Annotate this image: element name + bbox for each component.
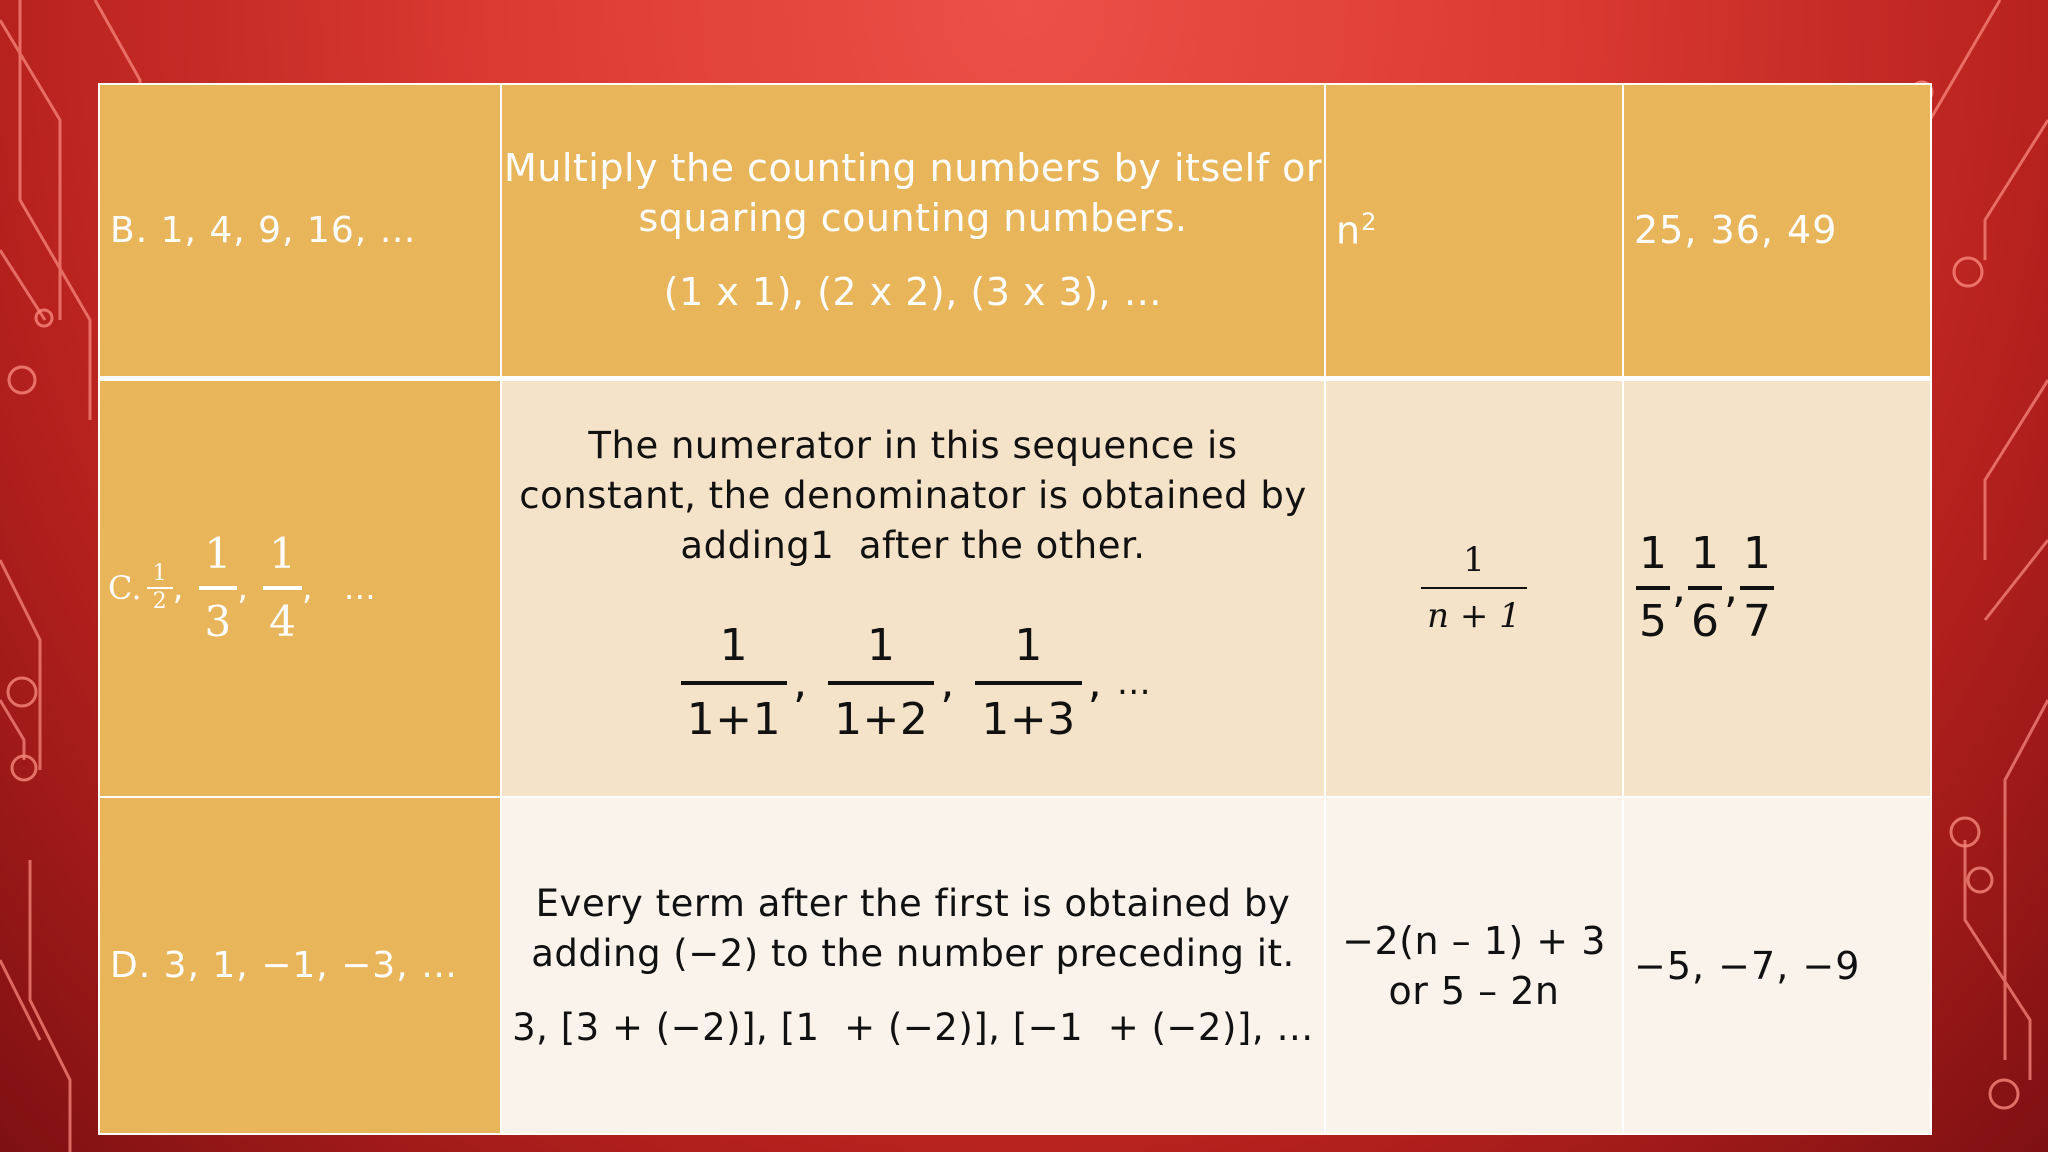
fraction — [147, 561, 173, 615]
formula-cell — [1325, 797, 1623, 1134]
comma: , — [172, 568, 184, 609]
formula-line: −2(n – 1) + 3 — [1342, 918, 1606, 963]
formula-fraction — [1421, 533, 1527, 643]
numerator: 1 — [1421, 533, 1527, 589]
next-terms-b: 25, 36, 49 — [1634, 208, 1838, 253]
comma: , — [1087, 657, 1103, 709]
sequence-table — [98, 83, 1932, 1135]
comma: , — [1672, 562, 1686, 614]
fraction — [199, 522, 238, 654]
next-terms-cell — [1623, 797, 1931, 1134]
numerator: 1 — [828, 611, 934, 685]
explanation-line: squaring counting numbers. — [638, 196, 1188, 241]
numerator: 1 — [1688, 522, 1722, 590]
formula-line: or 5 – 2n — [1388, 968, 1560, 1013]
ellipsis: … — [343, 569, 376, 608]
numerator: 1 — [975, 611, 1081, 685]
explanation-cell — [501, 378, 1325, 797]
table-row — [99, 84, 1931, 378]
fraction — [263, 522, 302, 654]
comma: , — [1724, 562, 1738, 614]
fraction — [975, 611, 1081, 755]
fraction — [1636, 522, 1670, 654]
explanation-line: constant, the denominator is obtained by — [519, 474, 1307, 518]
fraction — [828, 611, 934, 755]
comma: , — [237, 568, 249, 609]
sequence-d: D. 3, 1, −1, −3, … — [110, 945, 459, 986]
ellipsis: … — [1116, 663, 1152, 704]
explanation-cell — [501, 797, 1325, 1134]
sequence-cell — [99, 378, 501, 797]
fraction — [1688, 522, 1722, 654]
comma: , — [301, 568, 313, 609]
numerator: 1 — [1636, 522, 1670, 590]
comma: , — [793, 657, 808, 709]
numerator: 1 — [147, 561, 173, 589]
next-terms-d: −5, −7, −9 — [1634, 943, 1861, 988]
formula-exponent: 2 — [1361, 208, 1378, 237]
formula-cell — [1325, 84, 1623, 378]
denominator: 4 — [269, 597, 296, 647]
denominator: 2 — [152, 589, 167, 615]
numerator: 1 — [199, 522, 238, 590]
explanation-line: Every term after the first is obtained by — [535, 881, 1291, 925]
denominator: 1+1 — [686, 694, 782, 746]
denominator: 1+2 — [834, 694, 929, 746]
explanation-line: adding (−2) to the number preceding it. — [531, 931, 1295, 975]
example-fractions — [502, 611, 1324, 755]
numerator: 1 — [681, 611, 787, 685]
example-text: 3, [3 + (−2)], [1 + (−2)], [−1 + (−2)], … — [512, 1005, 1314, 1049]
sequence-b: B. 1, 4, 9, 16, … — [110, 209, 417, 251]
next-terms-cell — [1623, 378, 1931, 797]
denominator: 3 — [204, 597, 232, 647]
denominator: 1+3 — [981, 694, 1076, 746]
denominator: n + 1 — [1427, 596, 1521, 637]
fraction — [1740, 522, 1774, 654]
explanation-line: The numerator in this sequence is — [588, 424, 1238, 468]
example-text: (1 x 1), (2 x 2), (3 x 3), … — [663, 270, 1163, 315]
table-row — [99, 797, 1931, 1134]
denominator: 5 — [1639, 596, 1667, 648]
explanation-line: Multiply the counting numbers by itself or — [503, 146, 1323, 191]
formula-cell — [1325, 378, 1623, 797]
formula-base: n — [1336, 208, 1362, 253]
explanation-cell — [501, 84, 1325, 378]
sequence-cell — [99, 84, 501, 378]
next-terms-cell — [1623, 84, 1931, 378]
fraction — [681, 611, 787, 755]
table-row — [99, 378, 1931, 797]
denominator: 6 — [1691, 596, 1719, 648]
numerator: 1 — [1740, 522, 1774, 590]
comma: , — [940, 657, 955, 709]
numerator: 1 — [263, 522, 302, 590]
sequence-cell — [99, 797, 501, 1134]
denominator: 7 — [1743, 596, 1771, 648]
sequence-c-prefix: C. — [108, 569, 142, 608]
explanation-line: adding1 after the other. — [680, 524, 1146, 568]
